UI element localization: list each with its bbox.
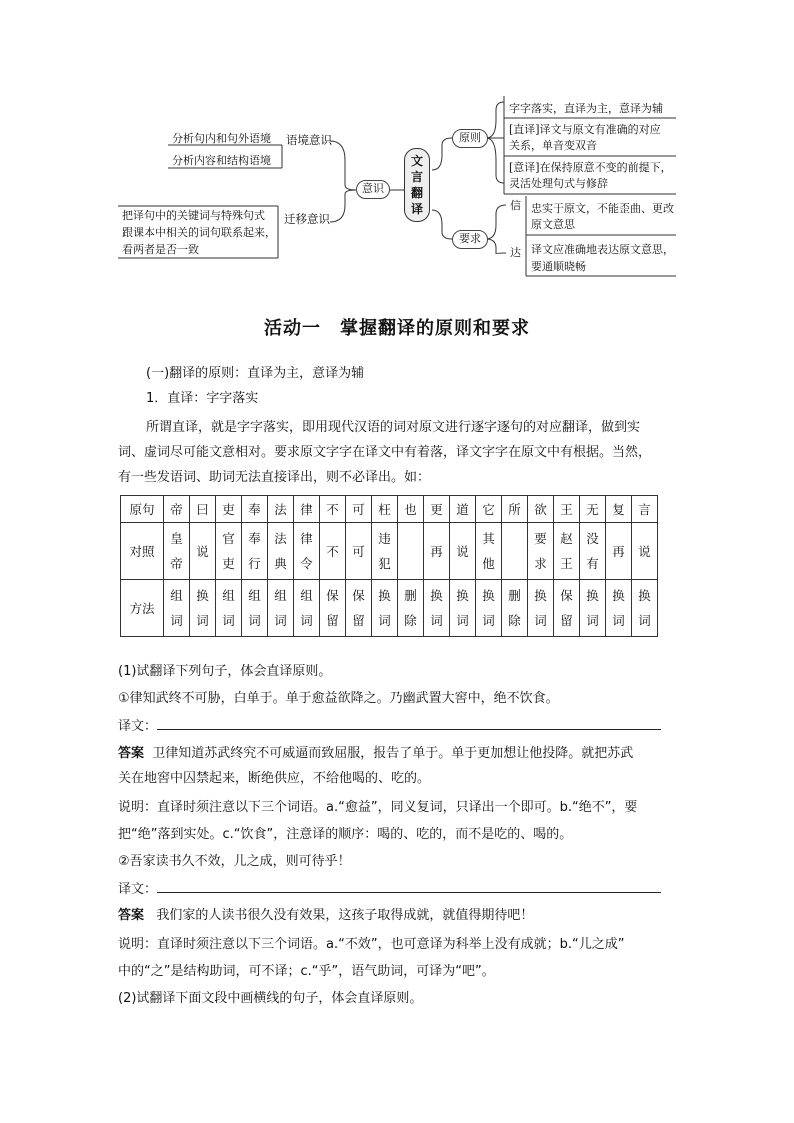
principle-item-3b: 灵活处理句式与修辞 xyxy=(509,177,608,190)
translation-table xyxy=(120,495,658,637)
table-row-contrast xyxy=(121,523,658,580)
table-cell-original: 复 xyxy=(606,496,632,523)
table-row-method xyxy=(121,580,658,637)
table-cell-contrast: 律 令 xyxy=(294,523,320,580)
table-cell-original: 帝 xyxy=(164,496,190,523)
table-cell-method: 删 除 xyxy=(398,580,424,637)
table-cell-contrast: 说 xyxy=(632,523,658,580)
section-heading: (一)翻译的原则：直译为主，意译为辅 xyxy=(146,366,365,381)
page-title: 活动一 掌握翻译的原则和要求 xyxy=(264,318,530,339)
table-cell-method: 换 词 xyxy=(528,580,554,637)
translation-line-1: 译文： xyxy=(118,713,661,739)
note-1-line-1: 说明：直译时须注意以下三个词语。a.“愈益”，同义复词，只译出一个即可。b.“绝不”，要 xyxy=(118,800,638,815)
table-cell-method: 组 词 xyxy=(268,580,294,637)
table-cell-method: 换 词 xyxy=(190,580,216,637)
table-cell-method: 组 词 xyxy=(242,580,268,637)
answer-2: 答案 我们家的人读书很久没有效果，这孩子取得成就，就值得期待吧！ xyxy=(118,908,534,923)
table-cell-original: 曰 xyxy=(190,496,216,523)
table-cell-method: 换 词 xyxy=(372,580,398,637)
question-2: (2)试翻译下面文段中画横线的句子，体会直译原则。 xyxy=(118,991,423,1006)
table-cell-method: 组 词 xyxy=(164,580,190,637)
table-cell-method: 组 词 xyxy=(216,580,242,637)
table-cell-original: 也 xyxy=(398,496,424,523)
da-text-1: 译文应准确地表达原文意思， xyxy=(531,243,674,256)
table-cell-contrast: 不 xyxy=(320,523,346,580)
da-text-2: 要通顺晓畅 xyxy=(531,260,586,273)
context-awareness-label: 语境意识 xyxy=(286,133,332,147)
context-item-1: 分析句内和句外语境 xyxy=(172,132,271,145)
table-cell-method: 换 词 xyxy=(450,580,476,637)
transfer-text-3: 看两者是否一致 xyxy=(122,243,199,256)
table-cell-original: 不 xyxy=(320,496,346,523)
table-cell-original: 它 xyxy=(476,496,502,523)
context-item-2: 分析内容和结构语境 xyxy=(172,154,271,167)
table-cell-contrast: 违 犯 xyxy=(372,523,398,580)
answer-1-line-1: 答案 卫律知道苏武终究不可威逼而致屈服，报告了单于。单于更加想让他投降。就把苏武 xyxy=(118,746,634,761)
table-cell-contrast: 再 xyxy=(606,523,632,580)
paragraph-line-2: 词、虚词尽可能文意相对。要求原文字字在译文中有着落，译文字字在原文中有根据。当然， xyxy=(118,445,652,460)
table-cell-original: 吏 xyxy=(216,496,242,523)
table-cell-method: 换 词 xyxy=(476,580,502,637)
note-1-line-2: 把“绝”落到实处。c.“饮食”，注意译的顺序：喝的、吃的，而不是吃的、喝的。 xyxy=(118,827,573,842)
principle-item-2a: [直译]译文与原文有准确的对应 xyxy=(509,123,661,136)
table-cell-method: 换 词 xyxy=(580,580,606,637)
translation-input-1[interactable] xyxy=(157,713,661,730)
awareness-node: 意识 xyxy=(356,180,390,199)
mind-map-connectors xyxy=(0,0,794,290)
table-cell-method: 组 词 xyxy=(294,580,320,637)
table-cell-original: 言 xyxy=(632,496,658,523)
table-cell-original: 所 xyxy=(502,496,528,523)
table-cell-contrast: 要 求 xyxy=(528,523,554,580)
table-cell-original: 法 xyxy=(268,496,294,523)
table-row-header: 对照 xyxy=(121,523,164,580)
table-cell-original: 道 xyxy=(450,496,476,523)
table-row-header: 方法 xyxy=(121,580,164,637)
translation-input-2[interactable] xyxy=(157,876,661,893)
question-1-sentence-1: ①律知武终不可胁，白单于。单于愈益欲降之。乃幽武置大窖中，绝不饮食。 xyxy=(118,691,559,706)
table-cell-original: 无 xyxy=(580,496,606,523)
question-1-sentence-2: ②吾家读书久不效，儿之成，则可待乎！ xyxy=(118,854,351,869)
transfer-text-1: 把译句中的关键词与特殊句式 xyxy=(122,209,265,222)
table-cell-contrast: 说 xyxy=(190,523,216,580)
table-cell-original: 奉 xyxy=(242,496,268,523)
transfer-text-2: 跟课本中相关的词句联系起来， xyxy=(122,226,276,239)
table-cell-contrast: 官 吏 xyxy=(216,523,242,580)
table-cell-method: 换 词 xyxy=(606,580,632,637)
table-cell-method: 删 除 xyxy=(502,580,528,637)
xin-label: 信 xyxy=(510,199,521,212)
note-2-line-1: 说明：直译时须注意以下三个词语。a.“不效”，也可意译为科举上没有成就；b.“儿之成” xyxy=(118,937,625,952)
table-cell-contrast: 说 xyxy=(450,523,476,580)
requirement-node: 要求 xyxy=(452,230,488,249)
transfer-awareness-label: 迁移意识 xyxy=(284,212,330,226)
principle-item-3a: [意译]在保持原意不变的前提下， xyxy=(509,161,672,174)
xin-text-1: 忠实于原文，不能歪曲、更改 xyxy=(531,202,674,215)
table-row-header: 原句 xyxy=(121,496,164,523)
table-cell-method: 换 词 xyxy=(632,580,658,637)
principle-node: 原则 xyxy=(452,129,488,148)
principle-item-2b: 关系，单音变双音 xyxy=(509,139,597,152)
table-cell-original: 可 xyxy=(346,496,372,523)
table-cell-method: 保 留 xyxy=(320,580,346,637)
table-cell-contrast xyxy=(398,523,424,580)
table-row-original xyxy=(121,496,658,523)
table-cell-contrast: 再 xyxy=(424,523,450,580)
table-cell-contrast: 皇 帝 xyxy=(164,523,190,580)
table-cell-contrast: 其 他 xyxy=(476,523,502,580)
table-cell-original: 欲 xyxy=(528,496,554,523)
principle-item-1: 字字落实，直译为主，意译为辅 xyxy=(509,102,663,115)
translation-line-2: 译文： xyxy=(118,876,661,902)
center-node-translation: 文 言 翻 译 xyxy=(404,148,430,222)
table-cell-method: 保 留 xyxy=(554,580,580,637)
subsection-heading: 1．直译：字字落实 xyxy=(146,391,259,406)
xin-text-2: 原文意思 xyxy=(531,218,575,231)
table-cell-contrast: 没 有 xyxy=(580,523,606,580)
table-cell-original: 更 xyxy=(424,496,450,523)
table-cell-method: 保 留 xyxy=(346,580,372,637)
table-cell-contrast xyxy=(502,523,528,580)
paragraph-line-1: 所谓直译，就是字字落实，即用现代汉语的词对原文进行逐字逐句的对应翻译，做到实 xyxy=(146,420,641,435)
answer-1-line-2: 关在地窖中囚禁起来，断绝供应，不给他喝的、吃的。 xyxy=(118,771,431,786)
table-cell-contrast: 法 典 xyxy=(268,523,294,580)
table-cell-contrast: 赵 王 xyxy=(554,523,580,580)
table-cell-original: 枉 xyxy=(372,496,398,523)
da-label: 达 xyxy=(510,246,521,259)
table-cell-method: 换 词 xyxy=(424,580,450,637)
table-cell-original: 律 xyxy=(294,496,320,523)
note-2-line-2: 中的“之”是结构助词，可不译；c.“乎”，语气助词，可译为“吧”。 xyxy=(118,964,495,979)
table-cell-contrast: 奉 行 xyxy=(242,523,268,580)
paragraph-line-3: 有一些发语词、助词无法直接译出，则不必译出。如： xyxy=(118,470,431,485)
question-1: (1)试翻译下列句子，体会直译原则。 xyxy=(118,664,332,679)
table-cell-original: 王 xyxy=(554,496,580,523)
table-cell-contrast: 可 xyxy=(346,523,372,580)
